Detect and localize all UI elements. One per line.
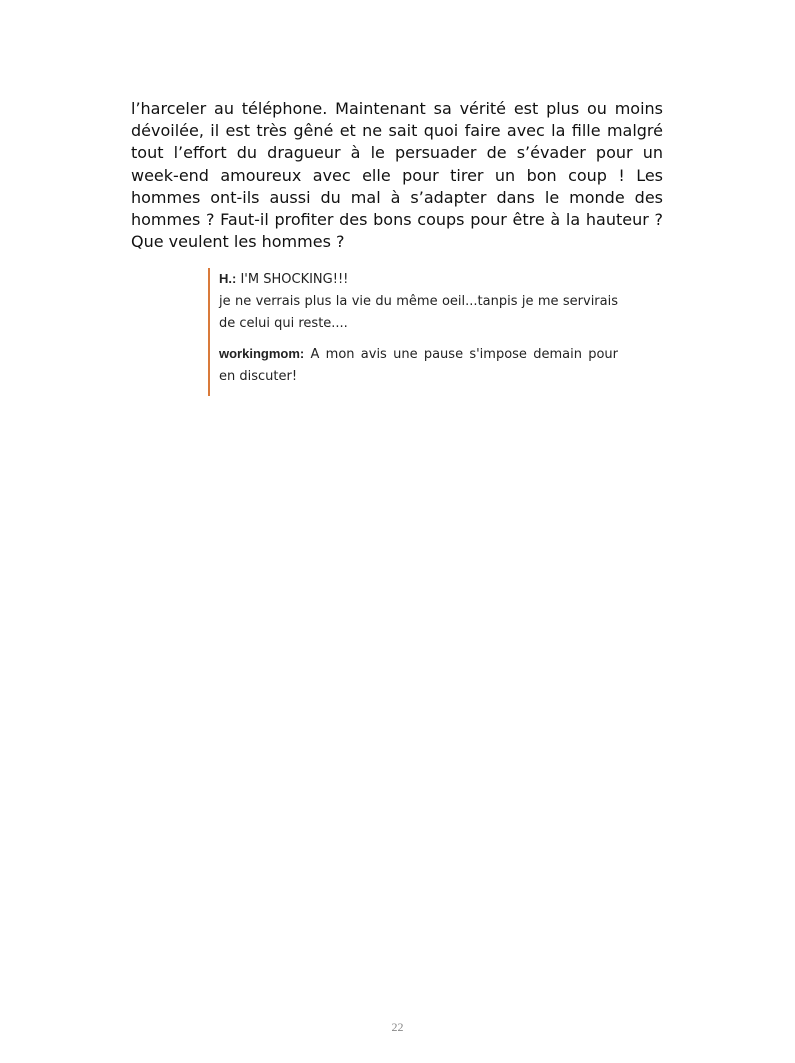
comment-workingmom — [219, 343, 618, 388]
comment-text: A mon avis une pause s'impose demain pour en discuter! — [219, 347, 618, 384]
comment-headline: I'M SHOCKING!!! — [236, 272, 349, 287]
comment-h — [219, 268, 618, 335]
comment-author: H.: — [219, 271, 237, 286]
comment-block — [208, 268, 618, 396]
comment-author: workingmom: — [219, 346, 305, 361]
page-number: 22 — [391, 1020, 404, 1034]
body-paragraph: l’harceler au téléphone. Maintenant sa vérité est plus ou moins dévoilée, il est très gêné et ne sait quoi faire avec la fille malgré tout l’effort du dragueur à le persuader de s’évader pour un week-end amoureux avec elle pour tirer un bon coup ! Les hommes ont-ils aussi du mal à s’adapter dans le monde des hommes ? Faut-il profiter des bons coups pour être à la hauteur ? Que veulent les hommes ? — [131, 99, 663, 252]
comment-text: je ne verrais plus la vie du même oeil...tanpis je me servirais de celui qui reste.... — [219, 294, 618, 331]
